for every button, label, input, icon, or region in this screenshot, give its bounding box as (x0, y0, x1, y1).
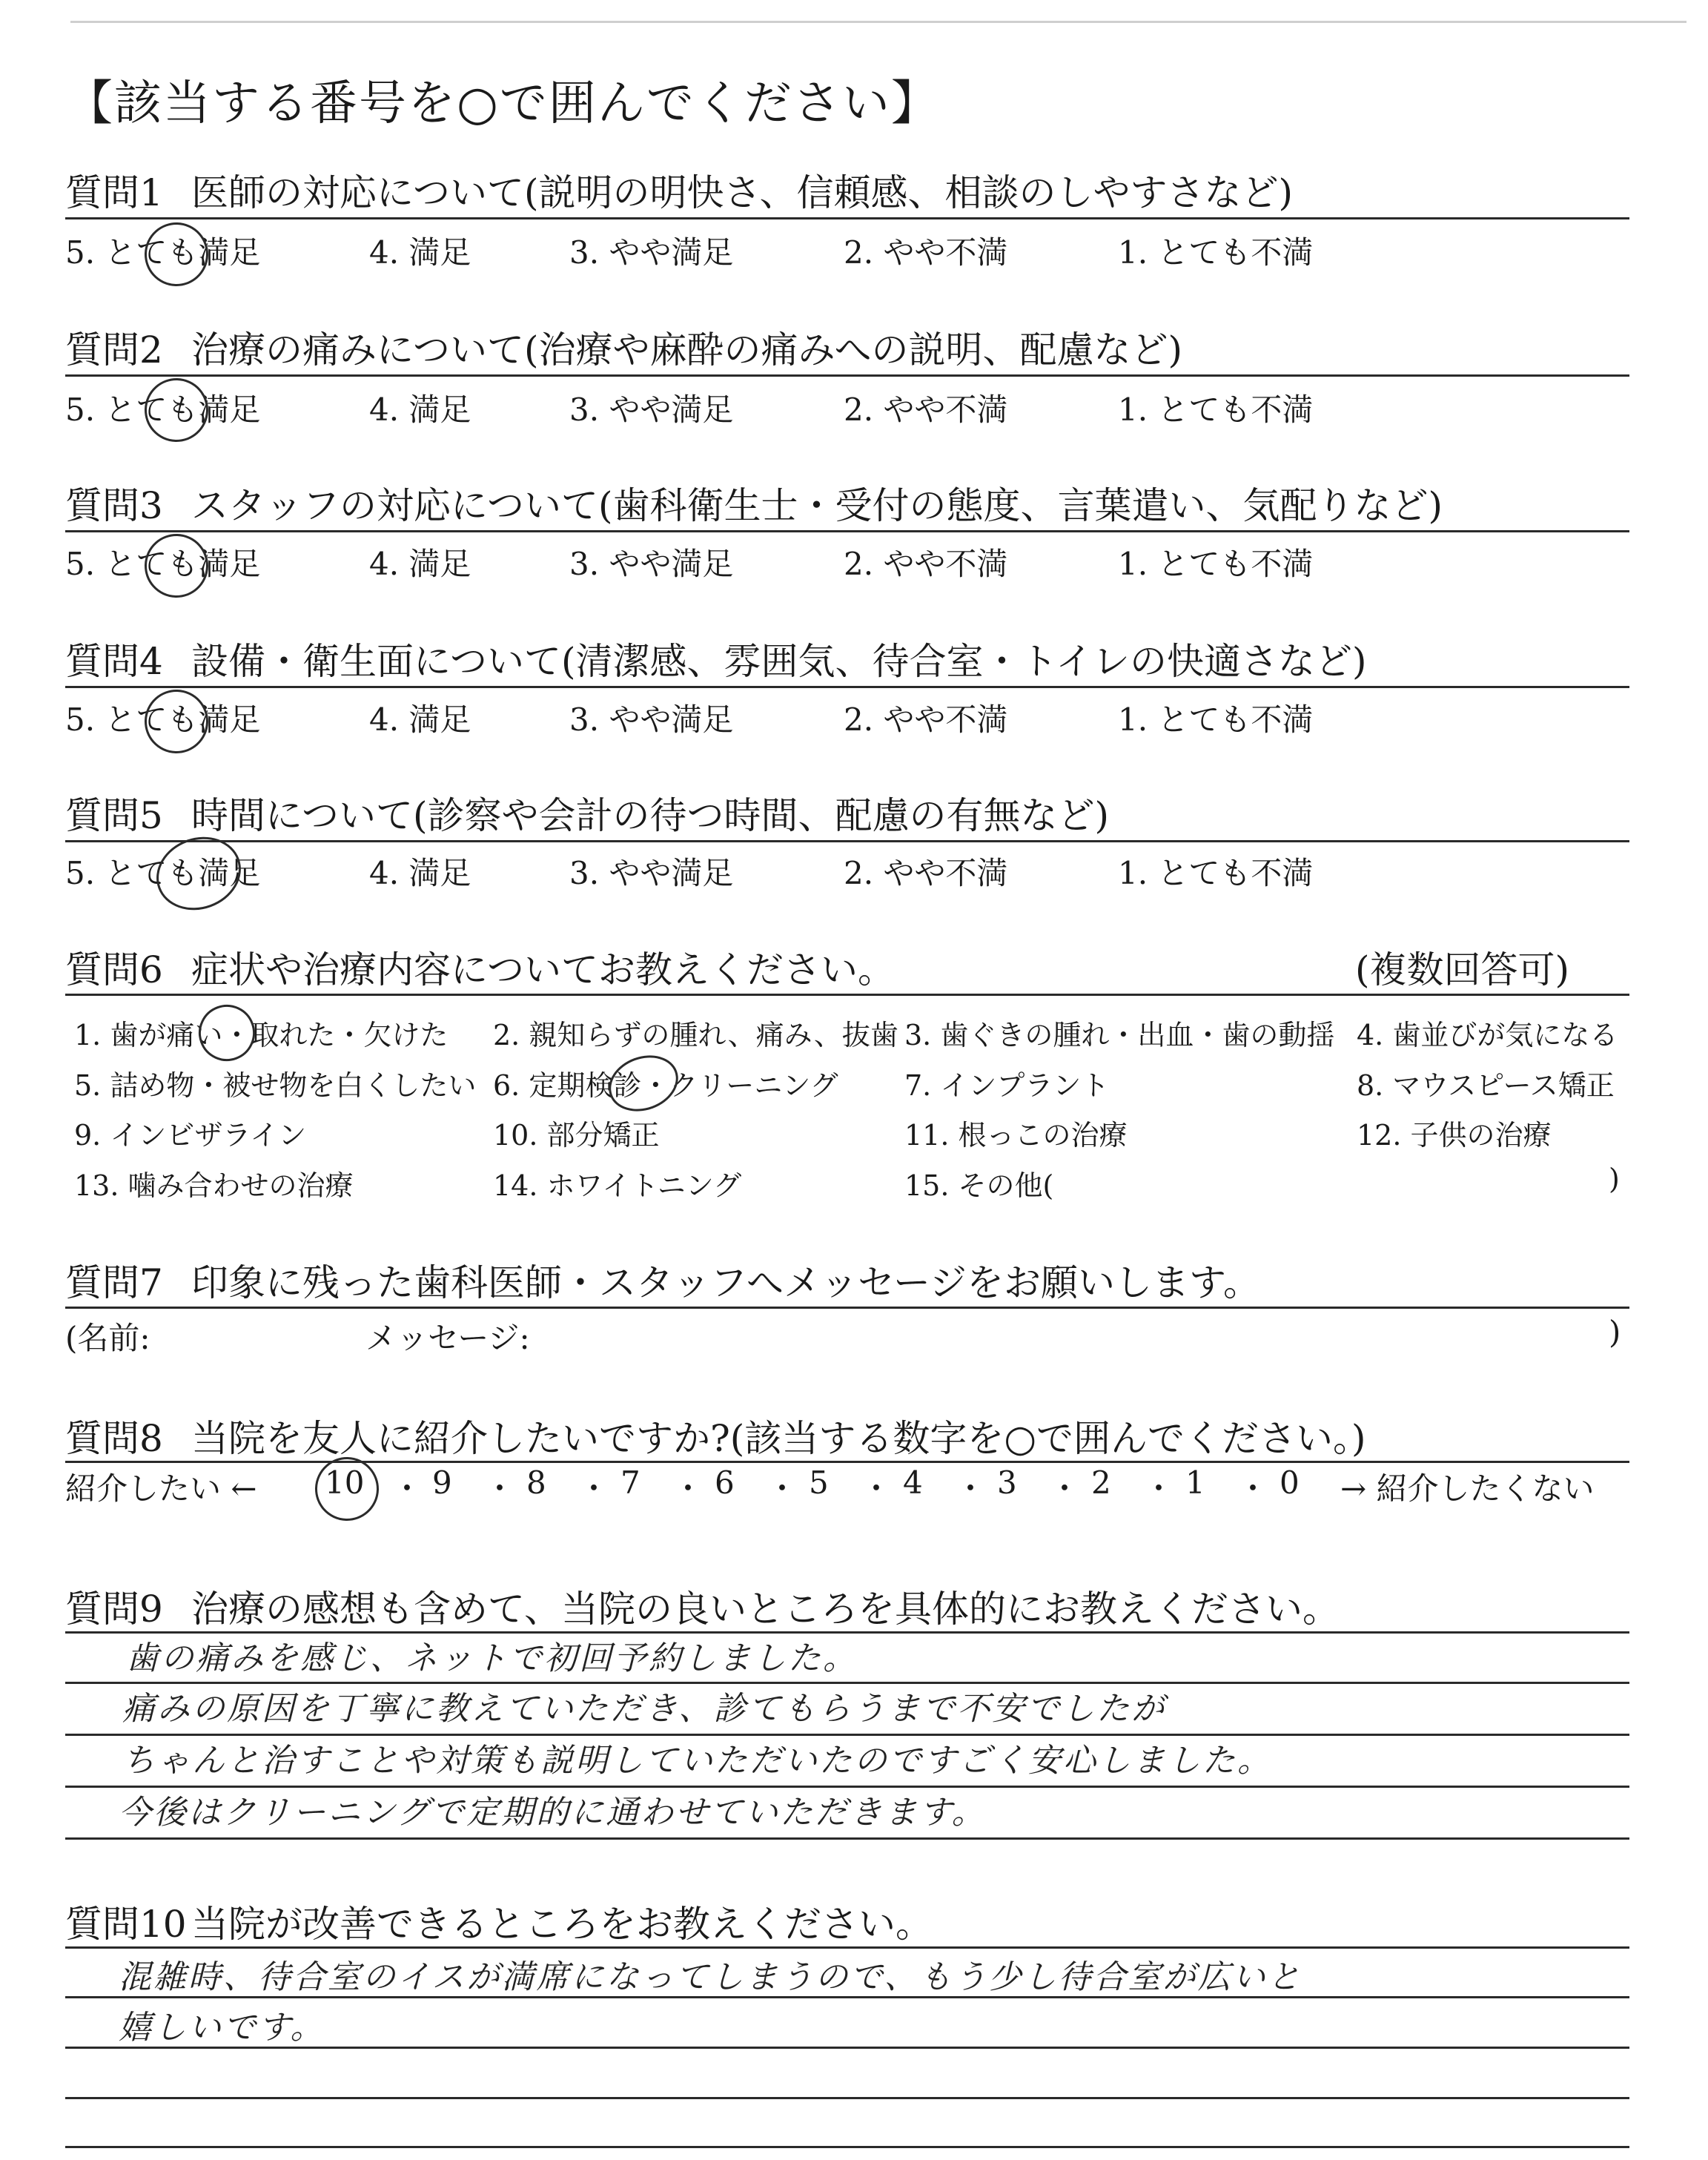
scale-2[interactable]: 2 (1091, 1464, 1111, 1501)
divider (65, 1461, 1629, 1463)
treatment-option-2[interactable]: 2. 親知らずの腫れ、痛み、抜歯 (493, 1019, 898, 1051)
scale-7[interactable]: 7 (620, 1464, 640, 1501)
treatment-option-1[interactable]: 1. 歯が痛い・取れた・欠けた (74, 1019, 448, 1051)
recommend-right-label: → 紹介したくない (1340, 1470, 1595, 1507)
option-4[interactable]: 4. 満足 (369, 234, 471, 271)
treatment-option-13[interactable]: 13. 噛み合わせの治療 (74, 1169, 354, 1202)
answer-line (65, 1946, 1629, 1949)
question-3 (65, 476, 1443, 529)
question-number: 質問10 (65, 1903, 187, 1946)
multiple-answers-note: (複数回答可) (1355, 948, 1570, 991)
treatment-option-10[interactable]: 10. 部分矯正 (493, 1119, 660, 1152)
question-number: 質問5 (65, 794, 163, 837)
instructions-heading: 【該当する番号を○で囲んでください】 (65, 76, 940, 131)
question-number: 質問1 (65, 171, 163, 214)
scale-6[interactable]: 6 (715, 1464, 735, 1501)
treatment-option-8[interactable]: 8. マウスピース矯正 (1357, 1069, 1615, 1102)
treatment-option-3[interactable]: 3. 歯ぐきの腫れ・出血・歯の動揺 (904, 1019, 1335, 1051)
question-10 (65, 1895, 933, 1948)
handwritten-answer-line: 嬉しいです。 (119, 2009, 325, 2047)
handwritten-answer-line: 今後はクリーニングで定期的に通わせていただきます。 (119, 1794, 987, 1832)
question-2 (65, 320, 1182, 374)
option-5[interactable]: 5. とても満足 (65, 701, 261, 738)
scale-dot: ・ (672, 1470, 704, 1507)
handwritten-answer-line: ちゃんと治すことや対策も説明していただいたのですごく安心しました。 (122, 1742, 1272, 1780)
question-text: 治療の痛みについて(治療や麻酔の痛みへの説明、配慮など) (191, 328, 1183, 371)
option-2[interactable]: 2. やや不満 (844, 855, 1008, 891)
divider (65, 374, 1629, 377)
treatment-option-9[interactable]: 9. インビザライン (74, 1119, 307, 1152)
option-3[interactable]: 3. やや満足 (569, 855, 734, 891)
scale-3[interactable]: 3 (997, 1464, 1017, 1501)
option-4[interactable]: 4. 満足 (369, 855, 471, 891)
treatment-option-15[interactable]: 15. その他( (904, 1169, 1054, 1202)
question-number: 質問6 (65, 948, 163, 991)
option-4[interactable]: 4. 満足 (369, 392, 471, 428)
option-1[interactable]: 1. とても不満 (1118, 701, 1314, 738)
question-9 (65, 1579, 1340, 1633)
top-border (70, 21, 1687, 23)
divider (65, 840, 1629, 842)
option-5[interactable]: 5. とても満足 (65, 392, 261, 428)
question-8 (65, 1409, 1366, 1462)
scale-dot: ・ (767, 1470, 798, 1507)
question-text: 当院が改善できるところをお教えください。 (191, 1903, 933, 1946)
question-number: 質問4 (65, 640, 163, 683)
scale-5[interactable]: 5 (809, 1464, 829, 1501)
scale-dot: ・ (861, 1470, 893, 1507)
question-number: 質問7 (65, 1261, 163, 1304)
option-1[interactable]: 1. とても不満 (1118, 392, 1314, 428)
question-text: 症状や治療内容についてお教えください。 (191, 948, 895, 991)
question-6 (65, 940, 1570, 994)
scale-dot: ・ (484, 1470, 516, 1507)
question-5 (65, 786, 1109, 839)
scale-9[interactable]: 9 (432, 1464, 452, 1501)
name-field-label[interactable]: (名前: (65, 1320, 150, 1356)
other-close-paren: ) (1609, 1163, 1620, 1195)
divider (65, 686, 1629, 688)
divider (65, 994, 1629, 996)
treatment-option-12[interactable]: 12. 子供の治療 (1357, 1119, 1552, 1152)
treatment-option-14[interactable]: 14. ホワイトニング (493, 1169, 742, 1202)
question-4 (65, 632, 1367, 685)
handwritten-answer-line: 痛みの原因を丁寧に教えていただき、診てもらうまで不安でしたが (122, 1690, 1167, 1728)
question-1 (65, 163, 1293, 217)
option-1[interactable]: 1. とても不満 (1118, 855, 1314, 891)
scale-0[interactable]: 0 (1280, 1464, 1300, 1501)
treatment-option-11[interactable]: 11. 根っこの治療 (904, 1119, 1128, 1152)
scale-8[interactable]: 8 (526, 1464, 546, 1501)
question-7 (65, 1253, 1260, 1307)
treatment-option-5[interactable]: 5. 詰め物・被せ物を白くしたい (74, 1069, 477, 1102)
scale-dot: ・ (955, 1470, 987, 1507)
question-number: 質問3 (65, 484, 163, 527)
option-3[interactable]: 3. やや満足 (569, 234, 734, 271)
question-text: スタッフの対応について(歯科衛生士・受付の態度、言葉遣い、気配りなど) (191, 484, 1443, 527)
handwritten-answer-line: 歯の痛みを感じ、ネットで初回予約しました。 (126, 1639, 858, 1677)
treatment-option-7[interactable]: 7. インプラント (904, 1069, 1110, 1102)
question-text: 印象に残った歯科医師・スタッフへメッセージをお願いします。 (191, 1261, 1260, 1304)
answer-line (65, 2146, 1629, 2148)
option-3[interactable]: 3. やや満足 (569, 701, 734, 738)
option-5[interactable]: 5. とても満足 (65, 855, 261, 891)
answer-line (65, 1837, 1629, 1840)
question-text: 当院を友人に紹介したいですか?(該当する数字を○で囲んでください。) (191, 1417, 1366, 1460)
scale-4[interactable]: 4 (903, 1464, 923, 1501)
scale-dot: ・ (391, 1470, 423, 1507)
scale-dot: ・ (578, 1470, 610, 1507)
recommend-left-label: 紹介したい ← (65, 1470, 257, 1507)
answer-line (65, 2097, 1629, 2099)
option-1[interactable]: 1. とても不満 (1118, 546, 1314, 582)
question-text: 医師の対応について(説明の明快さ、信頼感、相談のしやすさなど) (191, 171, 1294, 214)
option-5[interactable]: 5. とても満足 (65, 546, 261, 582)
option-3[interactable]: 3. やや満足 (569, 392, 734, 428)
option-2[interactable]: 2. やや不満 (844, 546, 1008, 582)
option-4[interactable]: 4. 満足 (369, 546, 471, 582)
message-field-label[interactable]: メッセージ: (365, 1320, 530, 1356)
divider (65, 1307, 1629, 1309)
handwritten-answer-line: 混雑時、待合室のイスが満席になってしまうので、もう少し待合室が広いと (119, 1958, 1302, 1996)
question-number: 質問8 (65, 1417, 163, 1460)
question-text: 治療の感想も含めて、当院の良いところを具体的にお教えください。 (191, 1588, 1340, 1631)
divider (65, 217, 1629, 219)
question-number: 質問2 (65, 328, 163, 371)
scale-dot: ・ (1237, 1470, 1269, 1507)
option-4[interactable]: 4. 満足 (369, 701, 471, 738)
question-text: 時間について(診察や会計の待つ時間、配慮の有無など) (191, 794, 1110, 837)
option-5[interactable]: 5. とても満足 (65, 234, 261, 271)
question-number: 質問9 (65, 1588, 163, 1631)
q7-close-paren: ) (1609, 1314, 1621, 1350)
option-3[interactable]: 3. やや満足 (569, 546, 734, 582)
option-1[interactable]: 1. とても不満 (1118, 234, 1314, 271)
scale-dot: ・ (1143, 1470, 1175, 1507)
scale-dot: ・ (1049, 1470, 1081, 1507)
option-2[interactable]: 2. やや不満 (844, 701, 1008, 738)
treatment-option-4[interactable]: 4. 歯並びが気になる (1357, 1019, 1618, 1051)
option-2[interactable]: 2. やや不満 (844, 234, 1008, 271)
scale-10[interactable]: 10 (325, 1464, 365, 1501)
divider (65, 530, 1629, 532)
option-2[interactable]: 2. やや不満 (844, 392, 1008, 428)
treatment-option-6[interactable]: 6. 定期検診・クリーニング (493, 1069, 838, 1102)
scale-1[interactable]: 1 (1185, 1464, 1205, 1501)
question-text: 設備・衛生面について(清潔感、雰囲気、待合室・トイレの快適さなど) (191, 640, 1367, 683)
